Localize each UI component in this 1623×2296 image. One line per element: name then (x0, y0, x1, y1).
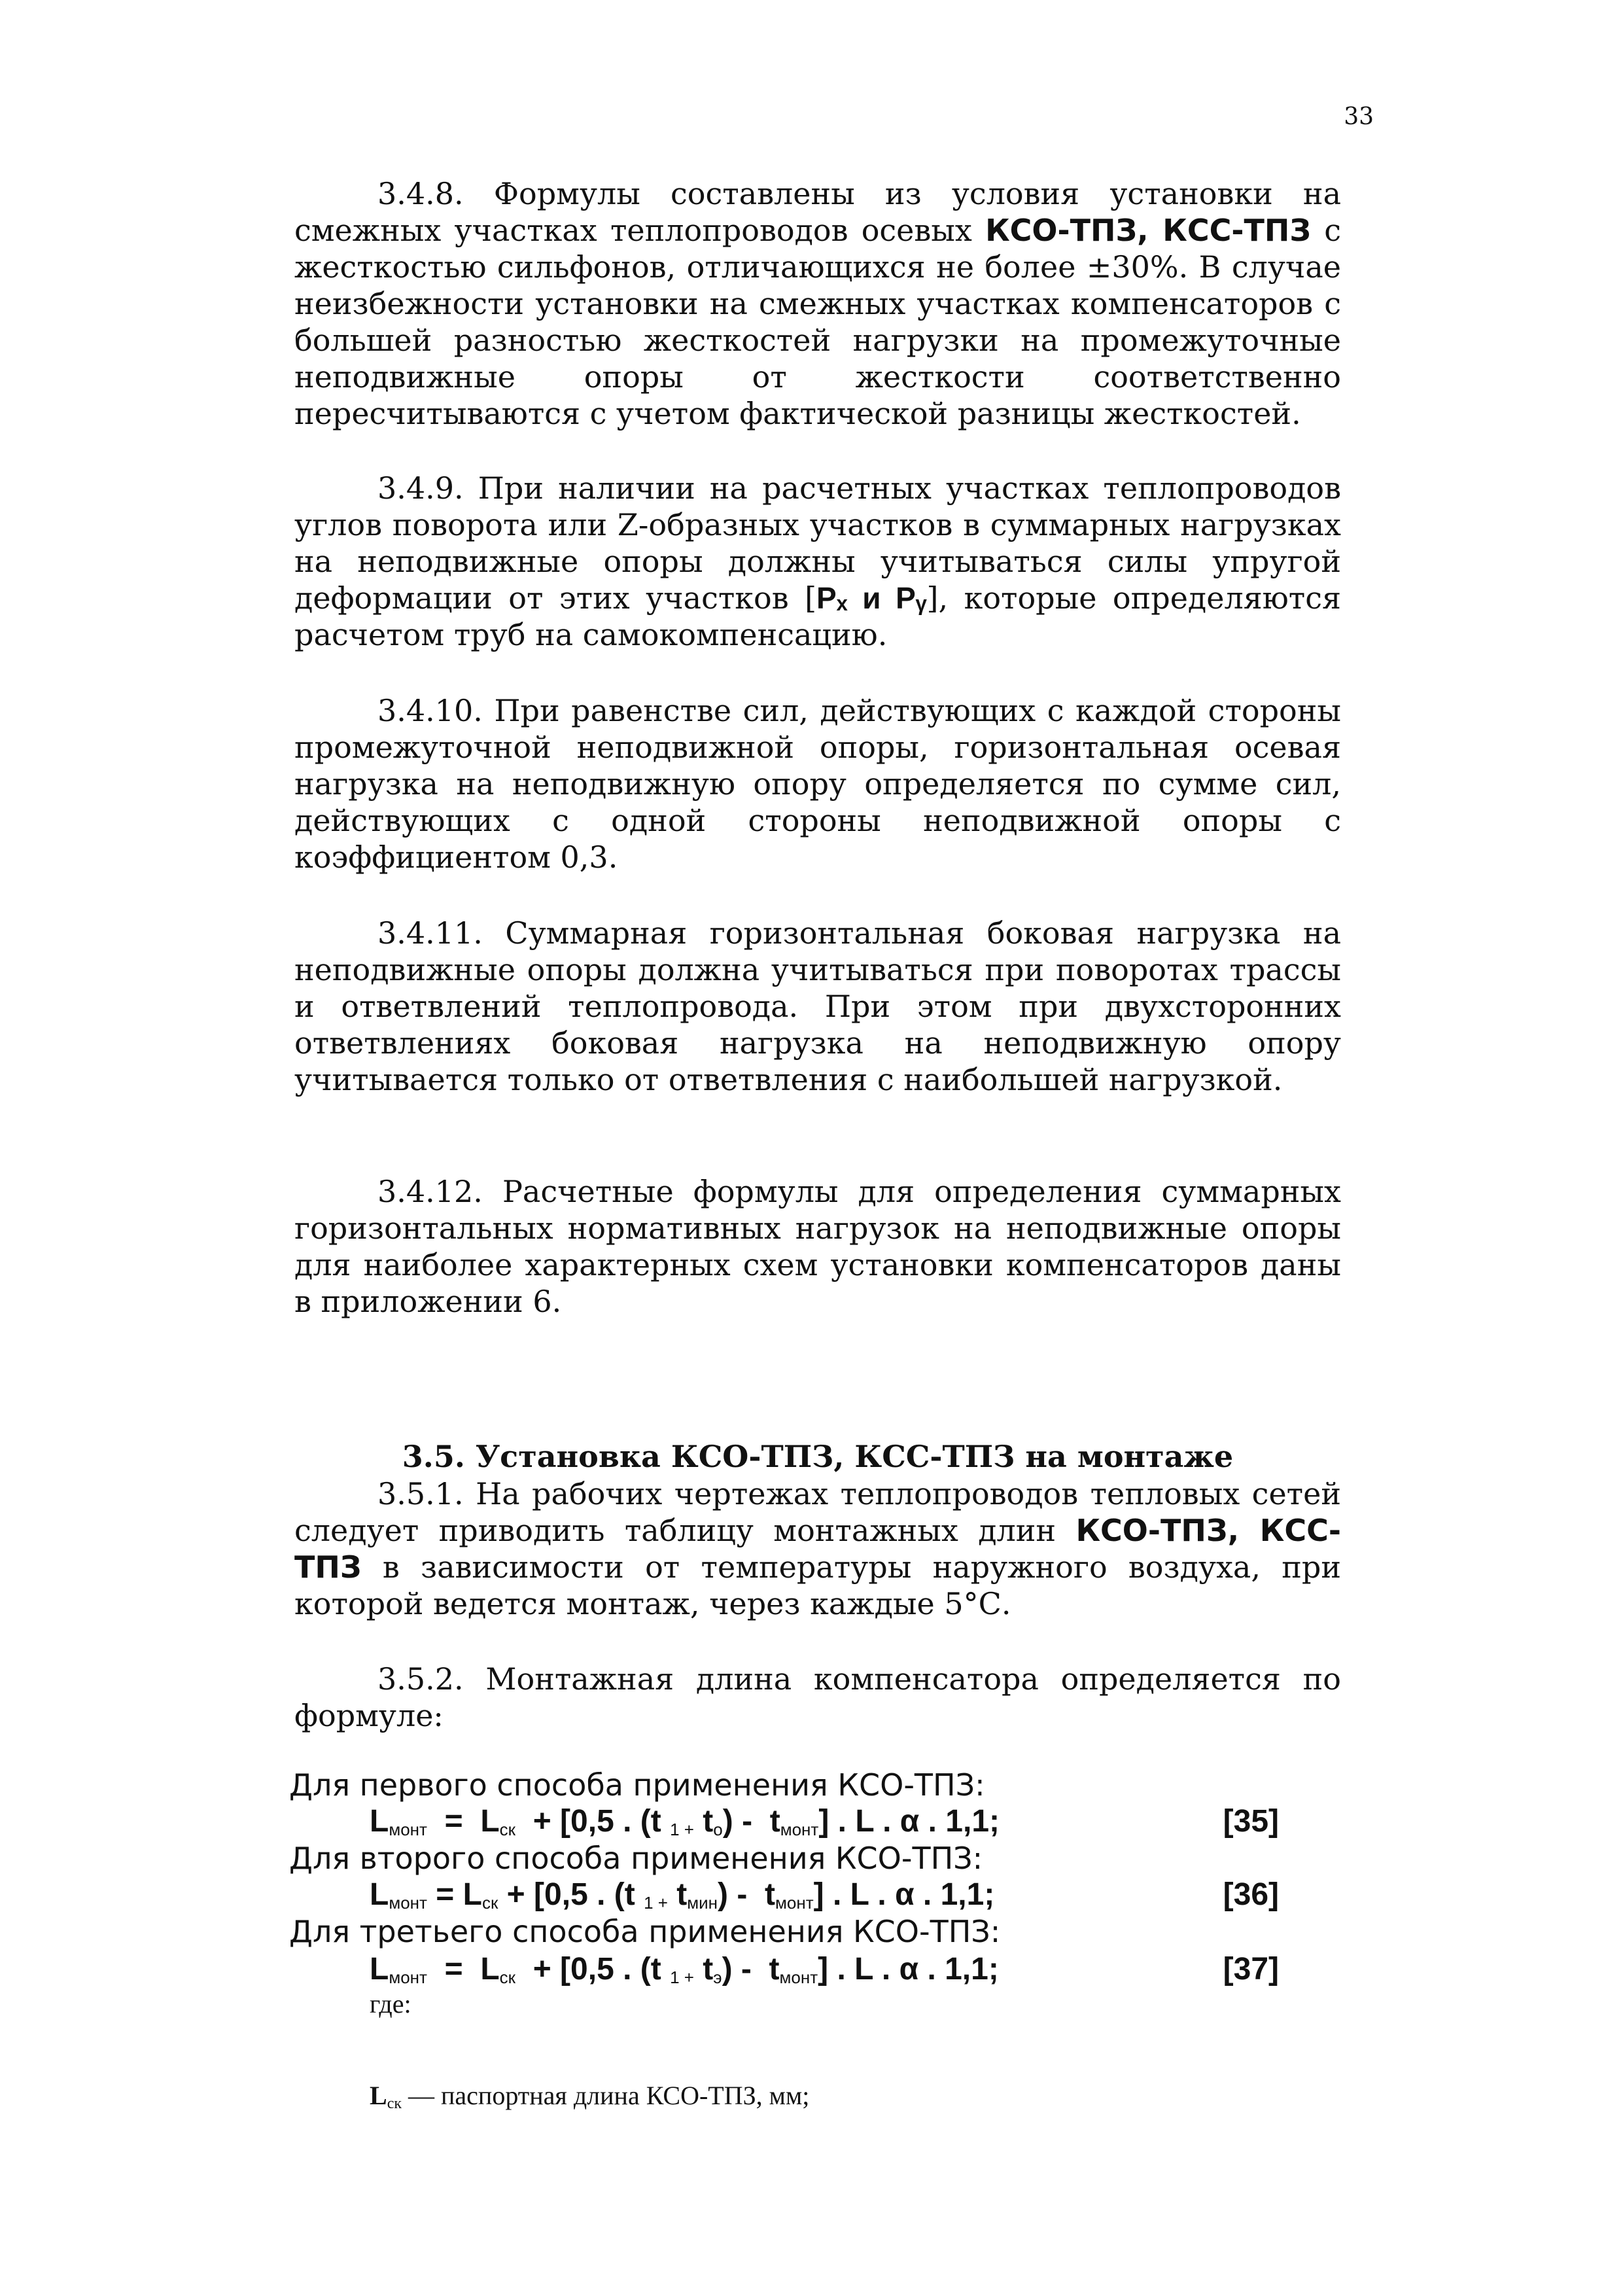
legend-l-sk (370, 2079, 809, 2116)
method-2-label: Для второго способа применения КСО-ТПЗ: (289, 1841, 983, 1876)
method-3-label: Для третьего способа применения КСО-ТПЗ: (289, 1914, 1001, 1949)
method-1-label: Для первого способа применения КСО-ТПЗ: (289, 1767, 985, 1803)
legend-text: — паспортная длина КСО-ТПЗ, мм; (402, 2081, 810, 2110)
formula-36 (370, 1877, 1279, 1913)
paragraph-3-4-11: 3.4.11. Суммарная горизонтальная боковая нагрузка на неподвижные опоры должна учитываться при поворотах трассы и ответвлений теплопровода. При этом при двухсторонних ответвлениях боковая нагрузка на неподвижную опору учитывается только от ответвления с наибольшей нагрузкой. (294, 915, 1341, 1097)
legend-symbol: $L_{ск}$ (370, 2081, 402, 2112)
paragraph-3-5-2: 3.5.2. Монтажная длина компенсатора определяется по формуле: (294, 1661, 1341, 1733)
paragraph-3-4-12: 3.4.12. Расчетные формулы для определения суммарных горизонтальных нормативных нагрузок на неподвижные опоры для наиболее характерных схем установки компенсаторов даны в приложении 6. (294, 1174, 1341, 1319)
paragraph-3-4-10: 3.4.10. При равенстве сил, действующих с каждой стороны промежуточной неподвижной опоры, горизонтальная осевая нагрузка на неподвижную опору определяется по сумме сил, действующих с одной стороны неподвижной опоры с коэффициентом 0,3. (294, 693, 1341, 875)
formula-35 (370, 1803, 1279, 1840)
section-heading-3-5: 3.5. Установка КСО-ТПЗ, КСС-ТПЗ на монтаже (402, 1439, 1234, 1474)
page-number: 33 (1344, 103, 1374, 130)
formula-number: [35] (1223, 1804, 1279, 1839)
formula-expression: $L_{монт} = L_{ск} + [0,5$ . (t $_{1 +}$ $t_{мин}) - t_{монт}$] . L . α . 1,1; (370, 1877, 995, 1913)
paragraph-3-4-8: 3.4.8. Формулы составлены из условия установки на смежных участках теплопроводов осевых КСО-ТПЗ, КСС-ТПЗ с жесткостью сильфонов, отличающихся не более ±30%. В случае неизбежности установки на смежных участках компенсаторов с большей разностью жесткостей нагрузки на промежуточные неподвижные опоры от жесткости соответственно пересчитываются с учетом фактической разницы жесткостей. (294, 176, 1342, 431)
where-label: где: (370, 1989, 411, 2019)
formula-expression: $L_{монт} = L_{ск} + [0,5$ . (t $_{1 +}$ $t_э) - t_{монт}$] . L . α . 1,1; (370, 1952, 999, 1987)
formula-expression: $L_{монт} = L_{ск} + [0,5$ . (t $_{1 +}$ $t_о) - t_{монт}$] . L . α . 1,1; (370, 1804, 1000, 1839)
paragraph-3-5-1: 3.5.1. На рабочих чертежах теплопроводов тепловых сетей следует приводить таблицу монтажных длин КСО-ТПЗ, КСС-ТПЗ в зависимости от температуры наружного воздуха, при которой ведется монтаж, через каждые 5°С. (294, 1476, 1342, 1621)
formula-number: [37] (1223, 1952, 1279, 1987)
formula-number: [36] (1223, 1877, 1279, 1912)
formula-37 (370, 1951, 1279, 1988)
paragraph-3-4-9: 3.4.9. При наличии на расчетных участках теплопроводов углов поворота или Z-образных участков в суммарных нагрузках на неподвижные опоры должны учитываться силы упругой деформации от этих участков [Pₓ и Pᵧ], которые определяются расчетом труб на самокомпенсацию. (294, 470, 1341, 652)
